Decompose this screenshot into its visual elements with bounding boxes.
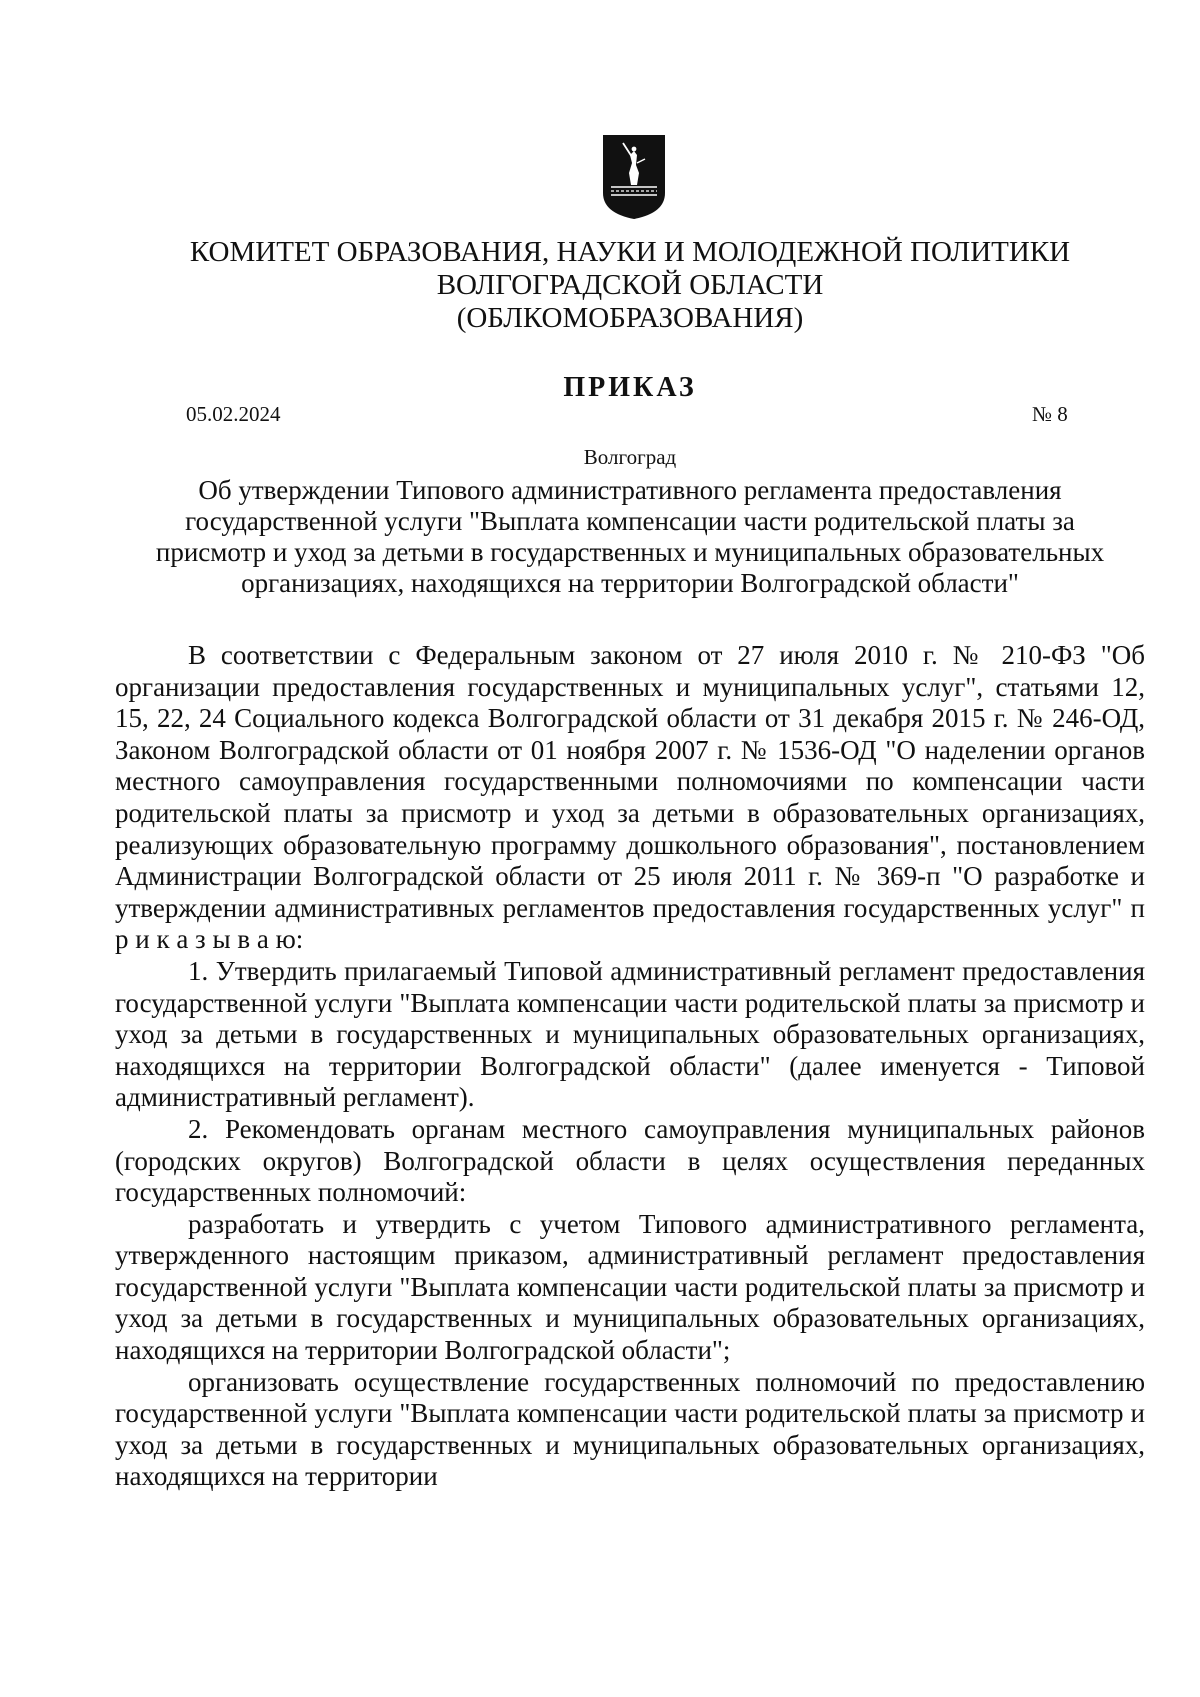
- document-date: 05.02.2024: [186, 402, 281, 426]
- clause-2-item-organize: организовать осуществление государственных полномочий по предоставлению государственной услуги "Выплата компенсации части родительской платы за присмотр и уход за детьми в государственных и муниципальных образовательных организациях, находящихся на территории: [115, 1366, 1145, 1492]
- org-line-1: КОМИТЕТ ОБРАЗОВАНИЯ, НАУКИ И МОЛОДЕЖНОЙ ПОЛИТИКИ: [189, 236, 1071, 268]
- clause-2-item-develop: разработать и утвердить с учетом Типового административного регламента, утвержденного настоящим приказом, административный регламент предоставления государственной услуги "Выплата компенсации части родительской платы за присмотр и уход за детьми в государственных и муниципальных образовательных организациях, находящихся на территории Волгоградской области";: [115, 1208, 1145, 1366]
- subject-line-1: Об утверждении Типового административного регламента предоставления: [198, 475, 1062, 505]
- subject-line-3: присмотр и уход за детьми в государственных и муниципальных образовательных: [155, 537, 1105, 567]
- org-line-2: ВОЛГОГРАДСКОЙ ОБЛАСТИ: [436, 269, 824, 301]
- subject-line-4: организациях, находящихся на территории Волгоградской области": [241, 568, 1019, 598]
- document-subject: [0, 475, 1200, 599]
- organization-name: [0, 236, 1200, 335]
- document-number: № 8: [1032, 402, 1068, 426]
- subject-line-2: государственной услуги "Выплата компенсации части родительской платы за: [185, 506, 1075, 536]
- preamble-paragraph: В соответствии с Федеральным законом от 27 июля 2010 г. № 210-ФЗ "Об организации предоставления государственных и муниципальных услуг", статьями 12, 15, 22, 24 Социального кодекса Волгоградской области от 31 декабря 2015 г. № 246-ОД, Законом Волгоградской области от 01 ноября 2007 г. № 1536-ОД "О наделении органов местного самоуправления государственными полномочиями по компенсации части родительской платы за присмотр и уход за детьми в образовательных организациях, реализующих образовательную программу дошкольного образования", постановлением Администрации Волгоградской области от 25 июля 2011 г. № 369-п "О разработке и утверждении административных регламентов предоставления государственных услуг" п р и к а з ы в а ю:: [115, 640, 1145, 955]
- clause-2-paragraph: 2. Рекомендовать органам местного самоуправления муниципальных районов (городских округов) Волгоградской области в целях осуществления переданных государственных полномочий:: [115, 1113, 1145, 1208]
- document-type-title: ПРИКАЗ: [563, 372, 697, 403]
- volgograd-coat-of-arms-icon: [601, 133, 667, 221]
- document-body: [115, 640, 1145, 1493]
- org-line-3: (ОБЛКОМОБРАЗОВАНИЯ): [456, 302, 804, 334]
- document-city: Волгоград: [583, 445, 677, 469]
- clause-1-paragraph: 1. Утвердить прилагаемый Типовой административный регламент предоставления государственной услуги "Выплата компенсации части родительской платы за присмотр и уход за детьми в государственных и муниципальных образовательных организациях, находящихся на территории Волгоградской области" (далее именуется - Типовой административный регламент).: [115, 955, 1145, 1113]
